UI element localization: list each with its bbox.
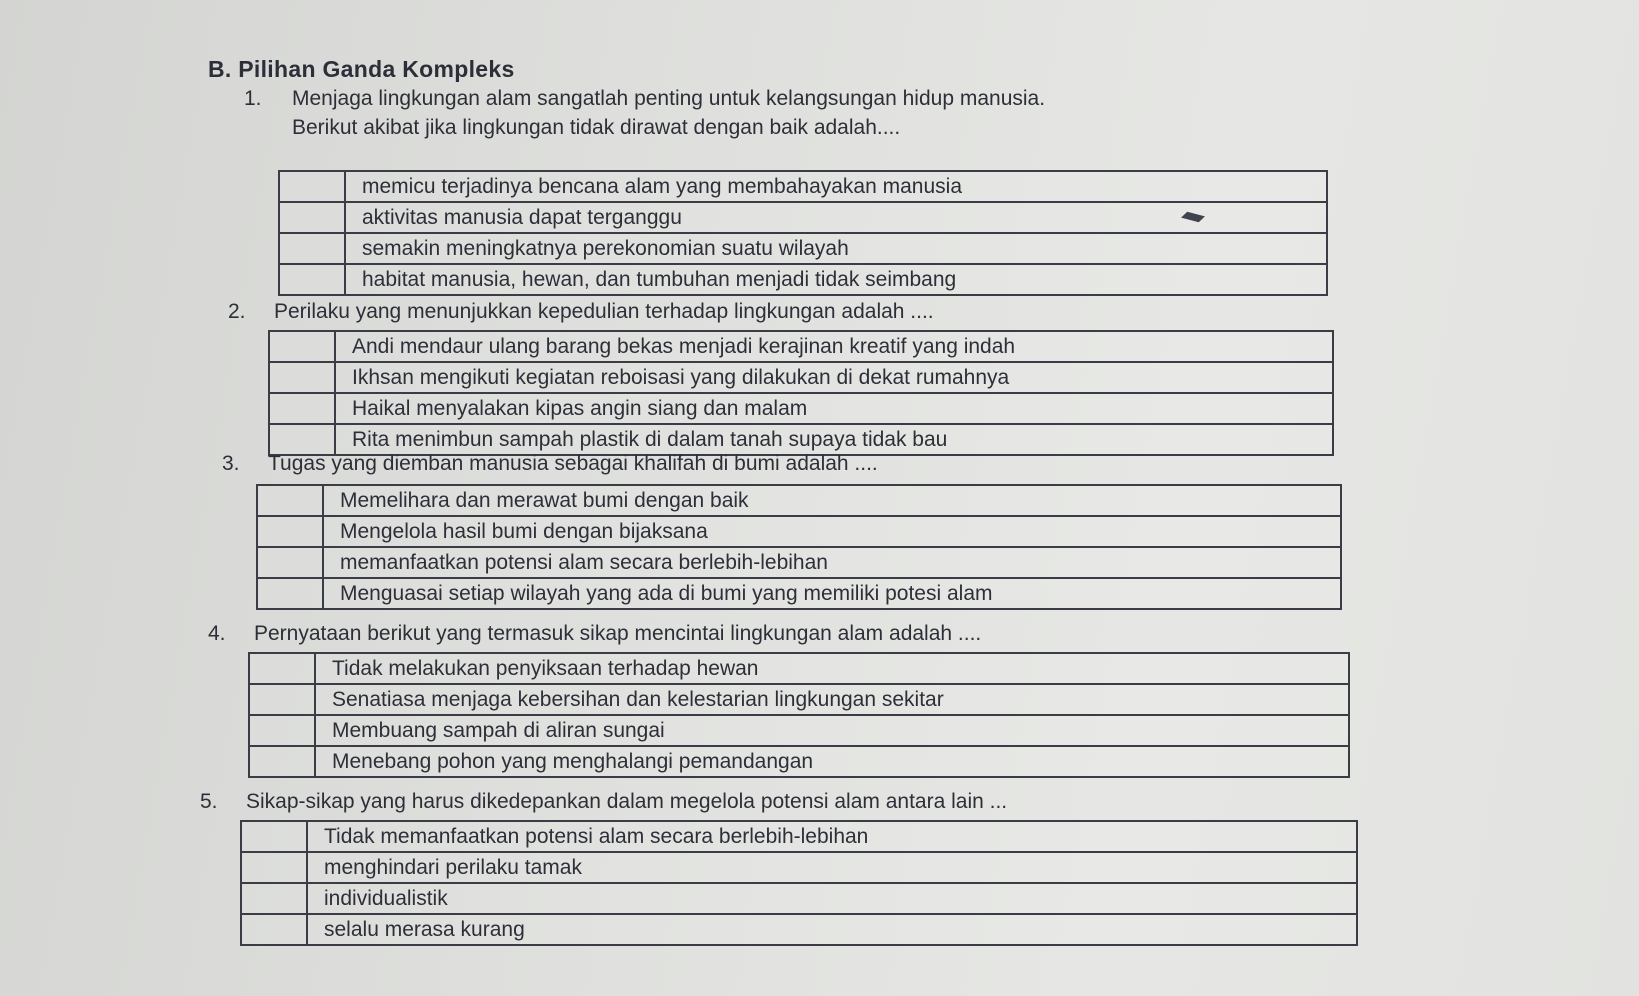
question-3-options: [256, 484, 1342, 610]
option-row: [241, 821, 1357, 852]
option-row: [279, 264, 1327, 295]
question-1: [244, 84, 1224, 142]
option-label: Membuang sampah di aliran sungai: [315, 715, 1349, 746]
option-row: [249, 653, 1349, 684]
option-row: [249, 684, 1349, 715]
question-3-text: Tugas yang diemban manusia sebagai khalifah di bumi adalah ....: [268, 452, 878, 475]
answer-checkbox[interactable]: [279, 171, 345, 202]
option-row: [249, 715, 1349, 746]
option-label: Tidak melakukan penyiksaan terhadap hewan: [315, 653, 1349, 684]
answer-checkbox[interactable]: [241, 914, 307, 945]
question-2-number: 2.: [228, 300, 246, 323]
answer-checkbox[interactable]: [241, 821, 307, 852]
question-2: [228, 300, 934, 324]
question-4-number: 4.: [208, 622, 226, 645]
answer-checkbox[interactable]: [279, 264, 345, 295]
answer-checkbox[interactable]: [249, 746, 315, 777]
question-2-options: [268, 330, 1334, 456]
question-3: [222, 452, 878, 476]
answer-checkbox[interactable]: [279, 233, 345, 264]
option-row: [257, 578, 1341, 609]
question-4-text: Pernyataan berikut yang termasuk sikap mencintai lingkungan alam adalah ....: [254, 622, 982, 645]
option-label: semakin meningkatnya perekonomian suatu wilayah: [345, 233, 1327, 264]
option-label: Tidak memanfaatkan potensi alam secara berlebih-lebihan: [307, 821, 1357, 852]
question-2-text: Perilaku yang menunjukkan kepedulian terhadap lingkungan adalah ....: [274, 300, 934, 323]
answer-checkbox[interactable]: [269, 393, 335, 424]
option-row: [241, 914, 1357, 945]
answer-checkbox[interactable]: [249, 684, 315, 715]
answer-checkbox[interactable]: [269, 331, 335, 362]
answer-checkbox[interactable]: [249, 653, 315, 684]
question-1-text-line2: Berikut akibat jika lingkungan tidak dirawat dengan baik adalah....: [292, 116, 901, 139]
answer-checkbox[interactable]: [279, 202, 345, 233]
answer-checkbox[interactable]: [257, 485, 323, 516]
question-1-text-line1: Menjaga lingkungan alam sangatlah penting untuk kelangsungan hidup manusia.: [292, 87, 1046, 110]
answer-checkbox[interactable]: [249, 715, 315, 746]
option-row: [269, 424, 1333, 455]
option-row: [269, 362, 1333, 393]
question-3-number: 3.: [222, 452, 240, 475]
question-5-text: Sikap-sikap yang harus dikedepankan dalam megelola potensi alam antara lain ...: [246, 790, 1008, 813]
question-5-number: 5.: [200, 790, 218, 813]
option-label: Rita menimbun sampah plastik di dalam tanah supaya tidak bau: [335, 424, 1333, 455]
option-label: Senatiasa menjaga kebersihan dan kelestarian lingkungan sekitar: [315, 684, 1349, 715]
option-row: [279, 171, 1327, 202]
section-title: B. Pilihan Ganda Kompleks: [208, 56, 515, 82]
question-1-options: [278, 170, 1328, 296]
option-label: Haikal menyalakan kipas angin siang dan malam: [335, 393, 1333, 424]
option-row: [269, 393, 1333, 424]
answer-checkbox[interactable]: [241, 852, 307, 883]
option-label: habitat manusia, hewan, dan tumbuhan menjadi tidak seimbang: [345, 264, 1327, 295]
option-label: selalu merasa kurang: [307, 914, 1357, 945]
option-label: Ikhsan mengikuti kegiatan reboisasi yang dilakukan di dekat rumahnya: [335, 362, 1333, 393]
answer-checkbox[interactable]: [241, 883, 307, 914]
option-row: [257, 547, 1341, 578]
question-5-options: [240, 820, 1358, 946]
option-label: aktivitas manusia dapat terganggu: [345, 202, 1327, 233]
question-5: [200, 790, 1007, 814]
answer-checkbox[interactable]: [257, 578, 323, 609]
option-label: memanfaatkan potensi alam secara berlebih-lebihan: [323, 547, 1341, 578]
option-row: [279, 202, 1327, 233]
option-label: Andi mendaur ulang barang bekas menjadi kerajinan kreatif yang indah: [335, 331, 1333, 362]
answer-checkbox[interactable]: [269, 424, 335, 455]
question-1-number: 1.: [244, 87, 262, 110]
option-row: [279, 233, 1327, 264]
option-label: Menebang pohon yang menghalangi pemandangan: [315, 746, 1349, 777]
option-row: [241, 883, 1357, 914]
option-label: Mengelola hasil bumi dengan bijaksana: [323, 516, 1341, 547]
option-label: memicu terjadinya bencana alam yang membahayakan manusia: [345, 171, 1327, 202]
question-4-options: [248, 652, 1350, 778]
option-row: [269, 331, 1333, 362]
option-row: [241, 852, 1357, 883]
option-label: menghindari perilaku tamak: [307, 852, 1357, 883]
option-label: Menguasai setiap wilayah yang ada di bumi yang memiliki potesi alam: [323, 578, 1341, 609]
answer-checkbox[interactable]: [269, 362, 335, 393]
option-label: individualistik: [307, 883, 1357, 914]
question-4: [208, 622, 981, 646]
option-label: Memelihara dan merawat bumi dengan baik: [323, 485, 1341, 516]
option-row: [257, 485, 1341, 516]
option-row: [257, 516, 1341, 547]
option-row: [249, 746, 1349, 777]
answer-checkbox[interactable]: [257, 547, 323, 578]
answer-checkbox[interactable]: [257, 516, 323, 547]
